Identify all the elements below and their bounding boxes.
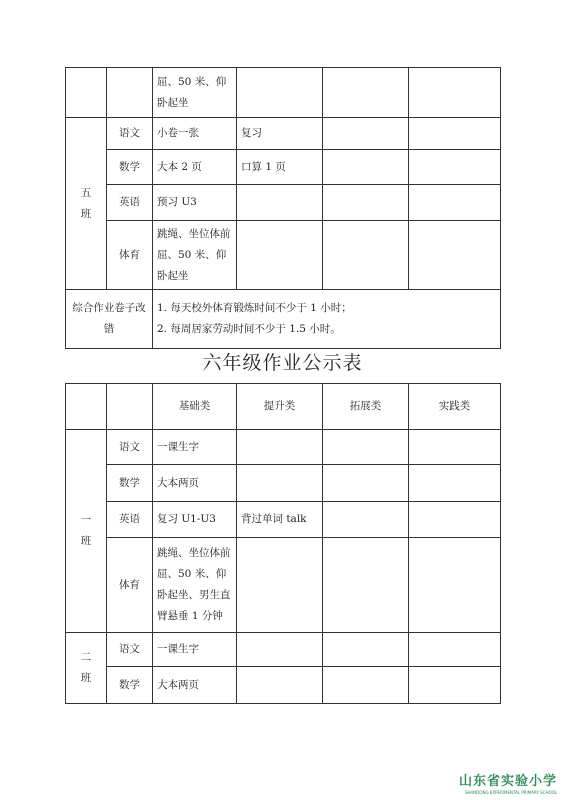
table-cell xyxy=(323,221,409,290)
table-row xyxy=(66,221,501,290)
subject-cell: 语文 xyxy=(107,430,153,465)
header-improve: 提升类 xyxy=(237,384,323,430)
note-line: 2. 每周居家劳动时间不少于 1.5 小时。 xyxy=(157,323,341,335)
subject-cell: 数学 xyxy=(107,667,153,704)
subject-cell: 体育 xyxy=(107,221,153,290)
school-logo-text: 山东省实验小学 xyxy=(458,774,557,789)
basic-cell: 大本两页 xyxy=(153,465,237,502)
subject-cell: 体育 xyxy=(107,538,153,633)
header-practice: 实践类 xyxy=(409,384,501,430)
table-cell xyxy=(409,538,501,633)
subject-cell: 数学 xyxy=(107,150,153,185)
basic-cell: 大本 2 页 xyxy=(153,150,237,185)
subject-cell: 语文 xyxy=(107,633,153,667)
basic-cell: 预习 U3 xyxy=(153,185,237,221)
class-name-cell xyxy=(66,118,107,290)
class-name-cell xyxy=(66,430,107,633)
table-cell xyxy=(409,430,501,465)
school-logo-subtext: SHANDONG EXPERIMENTAL PRIMARY SCHOOL xyxy=(464,790,557,795)
table-row xyxy=(66,465,501,502)
table-cell xyxy=(66,68,107,118)
improve-cell xyxy=(237,430,323,465)
table-cell xyxy=(323,502,409,538)
cell-line: 屈、50 米、仰 xyxy=(157,75,227,88)
homework-table-grade6 xyxy=(65,383,501,704)
improve-cell xyxy=(237,221,323,290)
table-row xyxy=(66,68,501,118)
table-cell xyxy=(323,465,409,502)
class-name-char: 五 xyxy=(80,186,92,199)
improve-cell xyxy=(237,185,323,221)
cell-line: 屈、50 米、仰 xyxy=(157,568,227,580)
table-row xyxy=(66,118,501,150)
table-cell xyxy=(409,118,501,150)
cell-line: 卧起坐 xyxy=(157,96,189,109)
table-row xyxy=(66,538,501,633)
table-cell xyxy=(107,68,153,118)
table-cell xyxy=(323,538,409,633)
subject-cell: 英语 xyxy=(107,502,153,538)
basic-cell: 一课生字 xyxy=(153,430,237,465)
basic-cell xyxy=(153,221,237,290)
improve-cell: 口算 1 页 xyxy=(237,150,323,185)
table-cell xyxy=(323,633,409,667)
class-name-char: 一 xyxy=(80,514,92,526)
table-header-row xyxy=(66,384,501,430)
table-cell xyxy=(323,150,409,185)
table-cell xyxy=(237,68,323,118)
basic-cell: 小卷一张 xyxy=(153,118,237,150)
basic-cell xyxy=(153,538,237,633)
cell-line: 卧起坐、男生直 xyxy=(157,589,231,601)
header-basic: 基础类 xyxy=(153,384,237,430)
notes-cell xyxy=(153,290,501,349)
table-cell xyxy=(66,384,107,430)
table-row xyxy=(66,633,501,667)
cell-line: 卧起坐 xyxy=(157,269,189,282)
subject-cell: 数学 xyxy=(107,465,153,502)
school-logo xyxy=(459,774,557,796)
class-name-char: 班 xyxy=(80,535,92,547)
improve-cell xyxy=(237,633,323,667)
table-cell xyxy=(323,185,409,221)
cell-line: 跳绳、坐位体前 xyxy=(157,227,231,240)
improve-cell: 复习 xyxy=(237,118,323,150)
note-line: 1. 每天校外体育锻炼时间不少于 1 小时； xyxy=(157,302,352,314)
basic-cell xyxy=(153,68,237,118)
table-row xyxy=(66,667,501,704)
table-row xyxy=(66,290,501,349)
improve-cell xyxy=(237,465,323,502)
table-row xyxy=(66,502,501,538)
table-cell xyxy=(323,68,409,118)
table-cell xyxy=(409,465,501,502)
table-cell xyxy=(323,118,409,150)
cell-line: 臂悬垂 1 分钟 xyxy=(157,610,223,622)
class-name-char: 班 xyxy=(80,672,92,684)
subject-cell: 英语 xyxy=(107,185,153,221)
table-cell xyxy=(409,633,501,667)
table-row xyxy=(66,430,501,465)
table-cell xyxy=(323,430,409,465)
improve-cell xyxy=(237,538,323,633)
table-cell xyxy=(409,221,501,290)
improve-cell: 背过单词 talk xyxy=(237,502,323,538)
table-row xyxy=(66,150,501,185)
homework-table-continued xyxy=(65,67,501,349)
table-cell xyxy=(409,68,501,118)
table-cell xyxy=(409,667,501,704)
basic-cell: 大本两页 xyxy=(153,667,237,704)
table-cell xyxy=(409,185,501,221)
cell-line: 屈、50 米、仰 xyxy=(157,248,227,261)
table-row xyxy=(66,185,501,221)
summary-label: 综合作业卷子改错 xyxy=(66,290,153,349)
basic-cell: 一课生字 xyxy=(153,633,237,667)
table-cell xyxy=(409,502,501,538)
cell-line: 跳绳、坐位体前 xyxy=(157,547,231,559)
table-cell xyxy=(107,384,153,430)
header-extend: 拓展类 xyxy=(323,384,409,430)
class-name-char: 二 xyxy=(80,651,92,663)
table-cell xyxy=(323,667,409,704)
improve-cell xyxy=(237,667,323,704)
subject-cell: 语文 xyxy=(107,118,153,150)
class-name-cell xyxy=(66,633,107,704)
page-title: 六年级作业公示表 xyxy=(202,352,363,374)
basic-cell: 复习 U1-U3 xyxy=(153,502,237,538)
class-name-char: 班 xyxy=(80,207,92,220)
table-cell xyxy=(409,150,501,185)
